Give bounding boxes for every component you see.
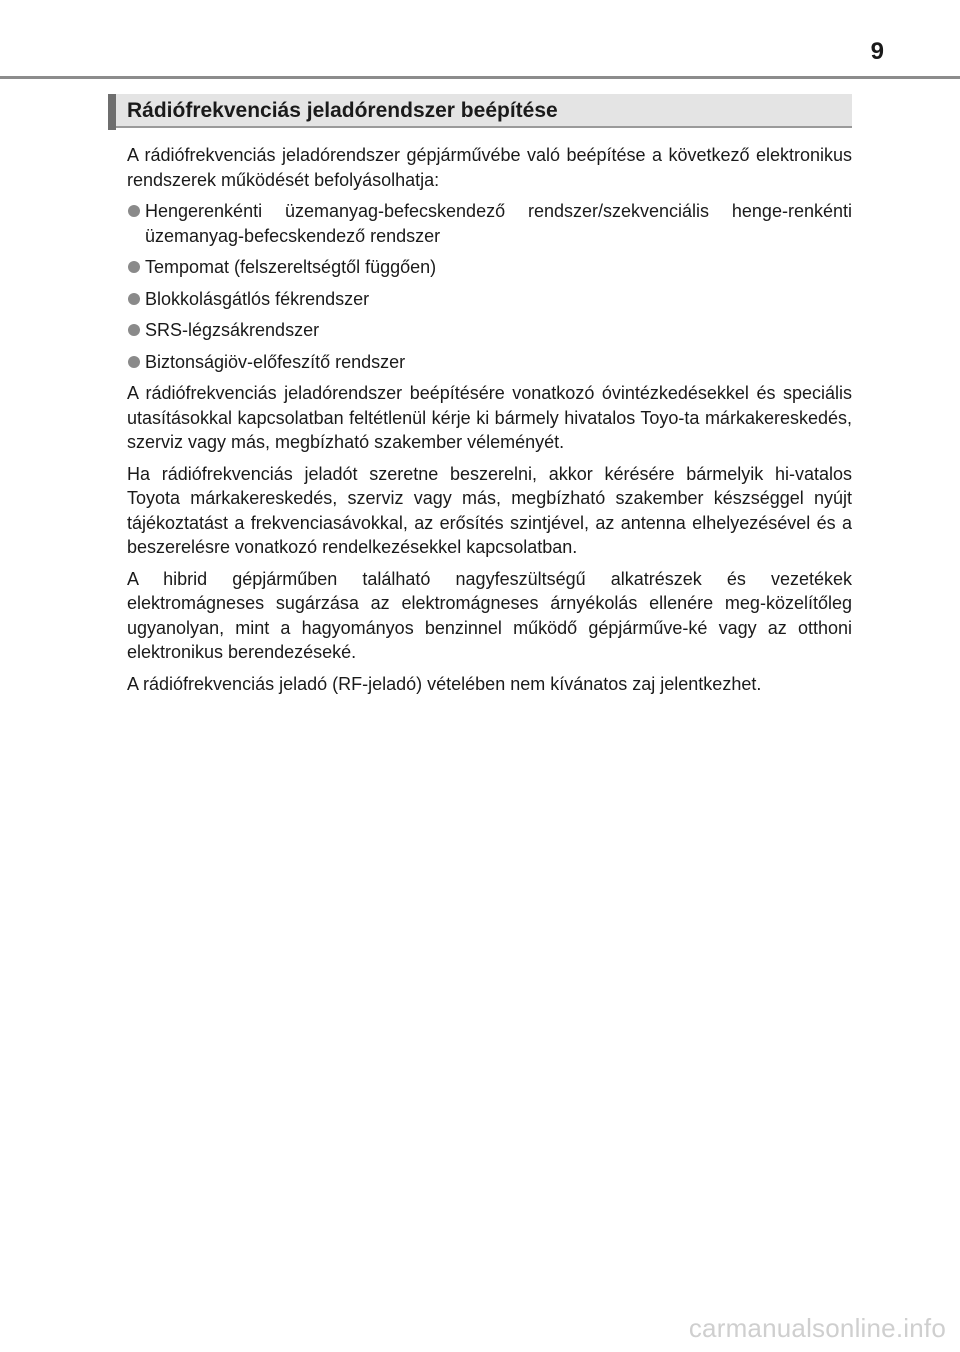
list-item-text: SRS-légzsákrendszer (145, 320, 320, 340)
content-body (127, 143, 852, 703)
list-item (127, 199, 852, 248)
list-item-text: Biztonságiöv-előfeszítő rendszer (145, 351, 406, 372)
section-accent-bar (108, 94, 116, 130)
watermark: carmanualsonline.info (688, 1313, 946, 1343)
list-item-text: Blokkolásgátlós fékrendszer (145, 288, 370, 309)
list-item-text: Tempomat (felszereltségtől függően) (145, 257, 437, 277)
page-number: 9 (870, 38, 884, 65)
list-item (127, 350, 852, 375)
top-divider (0, 76, 960, 79)
list-item-text: Hengerenkénti üzemanyag-befecskendező rendszer/szekvenciális henge-renkénti üzemanyag-befecskendező rendszer (145, 201, 852, 246)
intro-paragraph: A rádiófrekvenciás jeladórendszer gépjárművébe való beépítése a következő elektronikus rendszerek működését befolyásolhatja: (127, 145, 852, 190)
hybrid-emission-paragraph: A hibrid gépjárműben található nagyfeszültségű alkatrészek és vezetékek elektromágneses sugárzása az elektromágneses árnyékolás ellenére meg-közelítőleg ugyanolyan, mint a hagyományos benzinnel működő gépjárműve-ké vagy az otthoni elektronikus berendezéseké. (127, 568, 852, 662)
list-item (127, 255, 852, 280)
bullet-icon (128, 261, 140, 273)
list-item (127, 287, 852, 312)
bullet-icon (128, 293, 140, 305)
bullet-icon (128, 205, 140, 217)
section-header (108, 94, 852, 128)
noise-paragraph: A rádiófrekvenciás jeladó (RF-jeladó) vételében nem kívánatos zaj jelentkezhet. (127, 673, 762, 694)
installation-paragraph: Ha rádiófrekvenciás jeladót szeretne beszerelni, akkor kérésére bármelyik hi-vatalos Toyota márkakereskedés, szerviz vagy más, megbízható szakember készséggel nyújt tájékoztatást a frekvenciasávokkal, az erősítés szintjével, az antenna elhelyezésével és a beszerelésre vonatkozó rendelkezésekkel kapcsolatban. (127, 463, 852, 557)
bullet-icon (128, 324, 140, 336)
bullet-icon (128, 356, 140, 368)
precautions-paragraph: A rádiófrekvenciás jeladórendszer beépítésére vonatkozó óvintézkedésekkel és speciális utasításokkal kapcsolatban feltétlenül kérje ki bármely hivatalos Toyo-ta márkakereskedés, szerviz vagy más, megbízható szakember véleményét. (127, 383, 852, 452)
affected-systems-list (127, 199, 852, 374)
section-title: Rádiófrekvenciás jeladórendszer beépítése (127, 99, 558, 122)
list-item (127, 318, 852, 343)
